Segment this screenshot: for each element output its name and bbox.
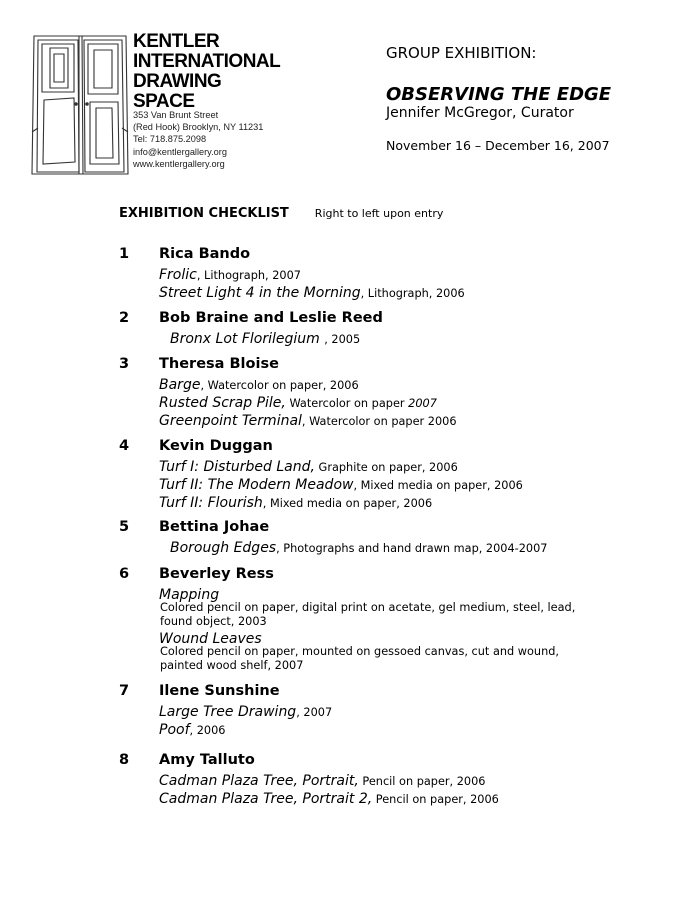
gallery-website: www.kentlergallery.org [133,158,225,169]
artwork-detail: , Lithograph, 2006 [360,287,465,300]
artwork-line [159,701,332,720]
artwork-line [159,264,301,283]
artwork-title: Cadman Plaza Tree, Portrait 2, [159,791,373,807]
checklist-heading [119,202,443,221]
artwork-title: Frolic [159,267,197,283]
artwork-line [159,770,486,789]
artwork-detail: , Watercolor on paper, 2006 [200,379,359,392]
artwork-line [159,374,359,393]
artwork-detail-block [160,645,559,673]
artist-name: Kevin Duggan [159,438,273,454]
gallery-name-line: KENTLER [133,31,220,52]
exhibition-title: OBSERVING THE EDGE [386,84,612,105]
gallery-name-line: INTERNATIONAL [133,51,281,72]
artwork-line [159,410,457,429]
entry-number: 8 [119,752,130,768]
artist-name: Bob Braine and Leslie Reed [159,310,383,326]
exhibition-dates: November 16 – December 16, 2007 [386,138,610,153]
artwork-title: Large Tree Drawing [159,704,297,720]
artwork-title: Poof [159,722,190,738]
artwork-detail-line: Colored pencil on paper, mounted on gessoed canvas, cut and wound, [160,645,560,658]
artwork-title: Turf II: Flourish [159,495,263,511]
entry-number: 3 [119,356,130,372]
artwork-title: Turf I: Disturbed Land, [159,459,315,475]
artwork-line [159,456,458,475]
artwork-detail: , Watercolor on paper 2006 [301,415,457,428]
gallery-email: info@kentlergallery.org [133,146,227,157]
artwork-detail: , Lithograph, 2007 [196,269,301,282]
artwork-line [159,719,225,738]
artwork-line [159,474,523,493]
checklist-title: EXHIBITION CHECKLIST [119,206,289,221]
artist-name: Ilene Sunshine [159,683,280,699]
artwork-title: Mapping [159,587,220,603]
artwork-detail-line: painted wood shelf, 2007 [160,659,304,672]
gallery-address-city: (Red Hook) Brooklyn, NY 11231 [133,122,264,133]
curator-credit: Jennifer McGregor, Curator [386,105,574,121]
artist-name: Rica Bando [159,246,251,262]
artwork-detail: , Mixed media on paper, 2006 [262,497,433,510]
entry-number: 5 [119,519,130,535]
gallery-name-line: SPACE [133,91,195,112]
artwork-title: Cadman Plaza Tree, Portrait, [159,773,359,789]
artwork-detail: Pencil on paper, 2006 [372,793,499,806]
artwork-detail: Graphite on paper, 2006 [314,461,458,474]
artwork-detail: Pencil on paper, 2006 [358,775,486,788]
artwork-detail: , Photographs and hand drawn map, 2004-2007 [276,542,548,555]
artwork-title: Rusted Scrap Pile, [159,395,286,411]
artwork-line [170,328,360,347]
gallery-address-street: 353 Van Brunt Street [133,110,219,120]
doorway-drawing-icon [30,32,130,176]
artwork-detail-line: found object, 2003 [160,615,267,628]
artwork-line [159,788,499,807]
artwork-detail-line: Colored pencil on paper, digital print on acetate, gel medium, steel, lead, [160,601,576,614]
artwork-detail: , 2006 [189,724,226,737]
artwork-detail: , 2005 [324,333,361,346]
artwork-year: 2007 [408,397,437,410]
artwork-detail: , Mixed media on paper, 2006 [353,479,523,492]
entry-number: 2 [119,310,130,326]
gallery-contact [133,109,263,170]
artwork-title: Street Light 4 in the Morning [159,285,361,301]
artwork-line [159,282,465,301]
artwork-detail-block [160,601,575,629]
gallery-name-line: DRAWING [133,71,222,92]
artwork-title: Turf II: The Modern Meadow [159,477,354,493]
gallery-phone: Tel: 718.875.2098 [133,134,207,145]
artist-name: Theresa Bloise [159,356,279,372]
gallery-name [133,32,280,112]
entry-number: 7 [119,683,130,699]
artwork-detail: , 2007 [296,706,333,719]
artist-name: Bettina Johae [159,519,270,535]
artwork-detail: Watercolor on paper [285,397,409,410]
artwork-title: Wound Leaves [159,631,262,647]
entry-number: 4 [119,438,130,454]
checklist-note: Right to left upon entry [314,207,444,220]
entry-number: 1 [119,246,130,262]
artwork-title: Greenpoint Terminal [159,413,302,429]
artist-name: Beverley Ress [159,566,274,582]
artist-name: Amy Talluto [159,752,255,768]
artwork-line [170,537,548,556]
artwork-line [159,392,437,411]
gallery-logo [30,28,292,176]
entry-number: 6 [119,566,130,582]
group-exhibition-label: GROUP EXHIBITION: [386,44,537,62]
artwork-line [159,492,432,511]
artwork-title: Barge [159,377,201,393]
artwork-title: Bronx Lot Florilegium [170,331,325,347]
artwork-title: Borough Edges [170,540,277,556]
